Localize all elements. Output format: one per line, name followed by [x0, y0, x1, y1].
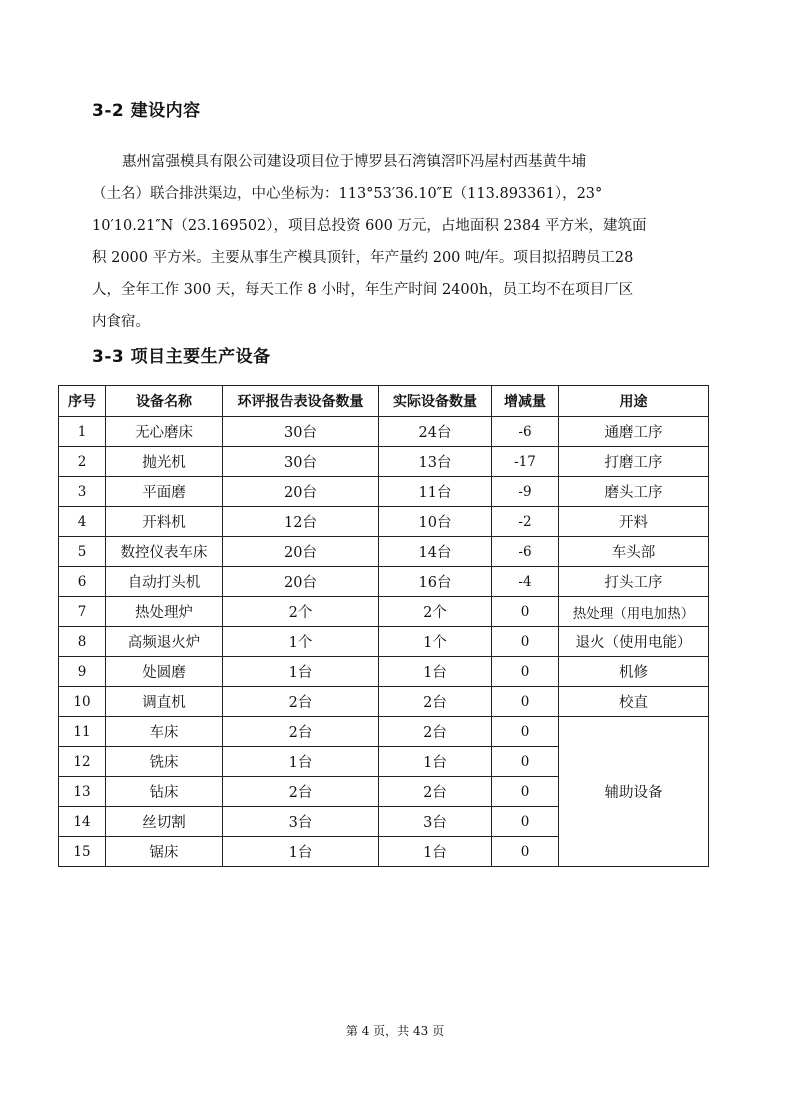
cell-use: 机修 [559, 657, 709, 687]
cell-actual-qty: 11台 [379, 477, 492, 507]
paragraph-line: （土名）联合排洪渠边，中心坐标为：113°53′36.10″E（113.893361），23° [92, 186, 603, 202]
cell-use: 开料 [559, 507, 709, 537]
cell-use: 磨头工序 [559, 477, 709, 507]
table-row [59, 477, 709, 507]
section-heading-equipment: 3-3 项目主要生产设备 [92, 347, 271, 367]
page-footer: 第 4 页，共 43 页 [345, 1024, 445, 1038]
cell-change: 0 [492, 837, 559, 867]
header-name: 设备名称 [106, 386, 223, 417]
cell-actual-qty: 10台 [379, 507, 492, 537]
cell-use: 热处理（用电加热） [559, 597, 709, 627]
cell-eia-qty: 20台 [223, 477, 379, 507]
cell-eia-qty: 30台 [223, 417, 379, 447]
cell-change: 0 [492, 687, 559, 717]
cell-actual-qty: 3台 [379, 807, 492, 837]
cell-eia-qty: 20台 [223, 537, 379, 567]
cell-eia-qty: 2台 [223, 717, 379, 747]
cell-actual-qty: 1个 [379, 627, 492, 657]
cell-actual-qty: 24台 [379, 417, 492, 447]
cell-use: 打磨工序 [559, 447, 709, 477]
cell-eia-qty: 2台 [223, 777, 379, 807]
cell-no: 14 [59, 807, 106, 837]
table-row [59, 507, 709, 537]
cell-change: 0 [492, 747, 559, 777]
cell-no: 10 [59, 687, 106, 717]
cell-no: 7 [59, 597, 106, 627]
cell-name: 钻床 [106, 777, 223, 807]
table-row [59, 597, 709, 627]
cell-change: -6 [492, 417, 559, 447]
table-row [59, 717, 709, 747]
cell-name: 热处理炉 [106, 597, 223, 627]
cell-name: 车床 [106, 717, 223, 747]
header-no: 序号 [59, 386, 106, 417]
cell-no: 13 [59, 777, 106, 807]
cell-name: 无心磨床 [106, 417, 223, 447]
cell-eia-qty: 1个 [223, 627, 379, 657]
cell-no: 15 [59, 837, 106, 867]
cell-actual-qty: 1台 [379, 657, 492, 687]
paragraph-line: 惠州富强模具有限公司建设项目位于博罗县石湾镇滘吓冯屋村西基黄牛埔 [122, 154, 586, 170]
table-row [59, 657, 709, 687]
cell-no: 9 [59, 657, 106, 687]
cell-change: -9 [492, 477, 559, 507]
cell-name: 锯床 [106, 837, 223, 867]
cell-use-merged: 辅助设备 [559, 717, 709, 867]
cell-name: 处圆磨 [106, 657, 223, 687]
cell-name: 调直机 [106, 687, 223, 717]
cell-eia-qty: 3台 [223, 807, 379, 837]
construction-paragraph [92, 146, 667, 338]
cell-actual-qty: 2个 [379, 597, 492, 627]
cell-use: 车头部 [559, 537, 709, 567]
cell-no: 12 [59, 747, 106, 777]
cell-change: 0 [492, 807, 559, 837]
cell-eia-qty: 1台 [223, 657, 379, 687]
cell-name: 高频退火炉 [106, 627, 223, 657]
cell-eia-qty: 2个 [223, 597, 379, 627]
cell-change: 0 [492, 597, 559, 627]
cell-change: 0 [492, 717, 559, 747]
cell-name: 开料机 [106, 507, 223, 537]
cell-name: 自动打头机 [106, 567, 223, 597]
cell-actual-qty: 1台 [379, 747, 492, 777]
cell-use: 打头工序 [559, 567, 709, 597]
cell-actual-qty: 2台 [379, 777, 492, 807]
cell-eia-qty: 2台 [223, 687, 379, 717]
table-row [59, 627, 709, 657]
cell-actual-qty: 13台 [379, 447, 492, 477]
paragraph-line: 10′10.21″N（23.169502），项目总投资 600 万元，占地面积 2384 平方米，建筑面 [92, 218, 647, 234]
cell-name: 抛光机 [106, 447, 223, 477]
cell-no: 4 [59, 507, 106, 537]
cell-change: -4 [492, 567, 559, 597]
paragraph-line: 内食宿。 [92, 314, 150, 330]
cell-no: 6 [59, 567, 106, 597]
cell-actual-qty: 2台 [379, 687, 492, 717]
section-heading-construction: 3-2 建设内容 [92, 101, 201, 121]
cell-no: 3 [59, 477, 106, 507]
cell-actual-qty: 1台 [379, 837, 492, 867]
cell-use: 校直 [559, 687, 709, 717]
header-change: 增减量 [492, 386, 559, 417]
paragraph-line: 积 2000 平方米。主要从事生产模具顶针，年产量约 200 吨/年。项目拟招聘员工28 [92, 250, 634, 266]
cell-actual-qty: 16台 [379, 567, 492, 597]
cell-eia-qty: 30台 [223, 447, 379, 477]
table-row [59, 567, 709, 597]
table-header-row [59, 386, 709, 417]
cell-name: 丝切割 [106, 807, 223, 837]
cell-no: 2 [59, 447, 106, 477]
cell-eia-qty: 1台 [223, 837, 379, 867]
cell-no: 5 [59, 537, 106, 567]
cell-use: 通磨工序 [559, 417, 709, 447]
header-use: 用途 [559, 386, 709, 417]
table-row [59, 447, 709, 477]
cell-change: -6 [492, 537, 559, 567]
cell-actual-qty: 14台 [379, 537, 492, 567]
header-eia-qty: 环评报告表设备数量 [223, 386, 379, 417]
cell-name: 铣床 [106, 747, 223, 777]
cell-actual-qty: 2台 [379, 717, 492, 747]
cell-use: 退火（使用电能） [559, 627, 709, 657]
header-actual-qty: 实际设备数量 [379, 386, 492, 417]
table-row [59, 417, 709, 447]
cell-eia-qty: 20台 [223, 567, 379, 597]
cell-name: 平面磨 [106, 477, 223, 507]
table-row [59, 687, 709, 717]
cell-change: 0 [492, 657, 559, 687]
paragraph-line: 人，全年工作 300 天，每天工作 8 小时，年生产时间 2400h，员工均不在项目厂区 [92, 282, 634, 298]
cell-name: 数控仪表车床 [106, 537, 223, 567]
equipment-table [58, 385, 709, 867]
cell-change: 0 [492, 777, 559, 807]
cell-eia-qty: 12台 [223, 507, 379, 537]
cell-no: 8 [59, 627, 106, 657]
table-row [59, 537, 709, 567]
cell-no: 11 [59, 717, 106, 747]
cell-no: 1 [59, 417, 106, 447]
cell-change: -17 [492, 447, 559, 477]
cell-eia-qty: 1台 [223, 747, 379, 777]
cell-change: 0 [492, 627, 559, 657]
cell-change: -2 [492, 507, 559, 537]
